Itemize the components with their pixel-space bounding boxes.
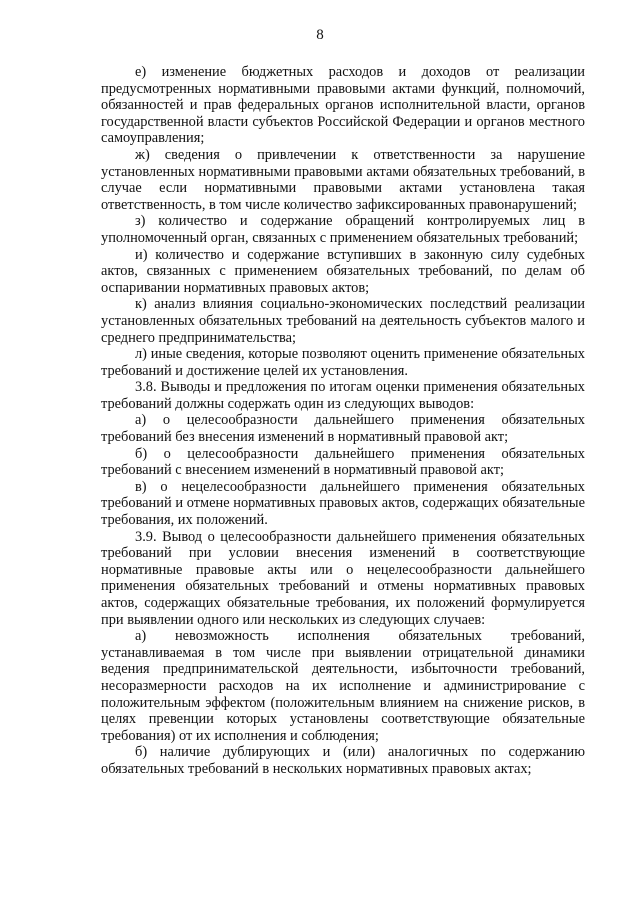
paragraph-k-impact-analysis: к) анализ влияния социально-экономических последствий реализации установленных обязательных требований на деятельность субъектов малого и среднего предпринимательства;: [101, 296, 585, 346]
section-3-8: 3.8. Выводы и предложения по итогам оценки применения обязательных требований должны содержать один из следующих выводов:: [101, 379, 585, 412]
paragraph-z-appeals: з) количество и содержание обращений контролируемых лиц в уполномоченный орган, связанных с применением обязательных требований;: [101, 213, 585, 246]
paragraph-i-court-acts: и) количество и содержание вступивших в законную силу судебных актов, связанных с применением обязательных требований, по делам об оспаривании нормативных правовых актов;: [101, 246, 585, 296]
document-body: [101, 64, 585, 778]
section-3-9: 3.9. Вывод о целесообразности дальнейшего применения обязательных требований при условии внесения изменений в соответствующие нормативные правовые акты или о нецелесообразности дальнейшего применения обязательных требований и отмены нормативных правовых актов, содержащих обязательные требования, их положений формулируется при выявлении одного или нескольких из следующих случаев:: [101, 528, 585, 628]
paragraph-zh-liability: ж) сведения о привлечении к ответственности за нарушение установленных нормативными правовыми актами обязательных требований, в случае если нормативными правовыми актами установлена такая ответственность, в том числе количество зафиксированных правонарушений;: [101, 146, 585, 213]
conclusion-a: а) о целесообразности дальнейшего применения обязательных требований без внесения изменений в нормативный правовой акт;: [101, 412, 585, 446]
conclusion-v: в) о нецелесообразности дальнейшего применения обязательных требований и отмене нормативных правовых актов, содержащих обязательные требования, их положений.: [101, 478, 585, 529]
case-b-duplication: б) наличие дублирующих и (или) аналогичных по содержанию обязательных требований в нескольких нормативных правовых актах;: [101, 744, 585, 777]
page-number: 8: [316, 27, 324, 43]
paragraph-e-budget-changes: е) изменение бюджетных расходов и доходов от реализации предусмотренных нормативными правовыми актами функций, полномочий, обязанностей и прав федеральных органов исполнительной власти, органов государственной власти субъектов Российской Федерации и органов местного самоуправления;: [101, 64, 585, 147]
conclusion-b: б) о целесообразности дальнейшего применения обязательных требований с внесением изменений в нормативный правовой акт;: [101, 445, 585, 479]
case-a-impossibility: а) невозможность исполнения обязательных требований, устанавливаемая в том числе при выявлении отрицательной динамики ведения предпринимательской деятельности, избыточности требований, несоразмерности расходов на их исполнение и администрирование с положительным эффектом (положительным влиянием на снижение рисков, в целях превенции которых установлены соответствующие обязательные требования) от их исполнения и соблюдения;: [101, 628, 585, 744]
paragraph-l-other-info: л) иные сведения, которые позволяют оценить применение обязательных требований и достижение целей их установления.: [101, 346, 585, 379]
